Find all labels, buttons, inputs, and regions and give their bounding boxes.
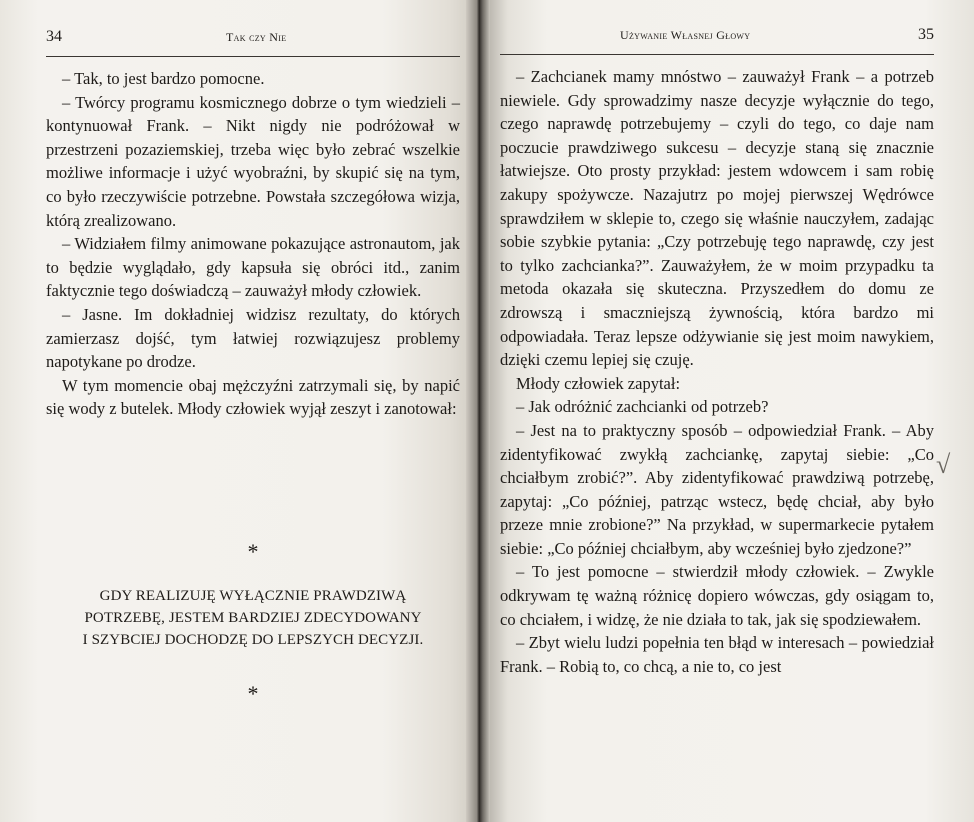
- running-title: Tak czy Nie: [226, 30, 287, 44]
- asterisk-divider: *: [247, 680, 259, 706]
- paragraph: – Zbyt wielu ludzi popełnia ten błąd w interesach – powiedział Frank. – Robią to, co chcą, a nie to, co jest: [500, 633, 934, 676]
- paragraph: – Jasne. Im dokładniej widzisz rezultaty, do których zamierzasz dojść, tym łatwiej rozwiązujesz problemy napotykane po drodze.: [46, 304, 460, 372]
- pencil-check-mark: √: [936, 450, 951, 479]
- paragraph: – Twórcy programu kosmicznego dobrze o tym wiedzieli – kontynuował Frank. – Nikt nigdy nie podróżował w przestrzeni pozaziemskiej, trzeba więc było zebrać wszelkie możliwe informacje i użyć wyobraźni, by skupić się na tym, co było rzeczywiście potrzebne. Powstała szczegółowa wizja, którą zrealizowano.: [46, 92, 460, 230]
- book-gutter: [466, 0, 490, 822]
- highlight-quote: [46, 585, 460, 651]
- paragraph: – Zachcianek mamy mnóstwo – zauważył Frank – a potrzeb niewiele. Gdy sprowadzimy nasze decyzje wyłącznie do tego, czego naprawdę potrzebujemy – czyli do tego, co daje nam poczucie prawdziwego sukcesu – decyzje staną się znacznie łatwiejsze. Oto prosty przykład: jestem wdowcem i sam robię zakupy spożywcze. Nazajutrz po mojej pierwszej Wędrówce sprawdziłem w sklepie to, czego się właśnie nauczyłem, zadając sobie szybkie pytania: „Czy potrzebuję tego naprawdę, czy jest to tylko zachcianka?”. Zauważyłem, że w moim przypadku ta metoda okazała się skuteczna. Przyszedłem do domu ze zdrowszą i smaczniejszą żywnością, która bardzo mi odpowiadała. Teraz lepsze odżywianie się jest moim nawykiem, dzięki czemu lepiej się czuję.: [500, 67, 934, 370]
- paragraph: Młody człowiek zapytał:: [516, 373, 681, 393]
- left-page-header: [46, 22, 460, 50]
- quote-line: POTRZEBĘ, JESTEM BARDZIEJ ZDECYDOWANY: [84, 609, 422, 626]
- paragraph: – Jest na to praktyczny sposób – odpowiedział Frank. – Aby zidentyfikować zwykłą zachciankę, zapytaj siebie: „Co chciałbym zrobić?”. Aby zidentyfikować prawdziwą potrzebę, zapytaj: „Co później, patrząc wstecz, będę chciał, aby było przeze mnie zrobione?” Na przykład, w supermarkecie pytałem siebie: „Co później chciałbym, aby wcześniej było zjedzone?”: [500, 420, 934, 558]
- paragraph: – Tak, to jest bardzo pomocne.: [62, 69, 265, 88]
- header-rule: [46, 56, 460, 57]
- right-page-header: [500, 20, 934, 48]
- right-page-body: [500, 65, 934, 678]
- running-title: Używanie Własnej Głowy: [620, 28, 751, 42]
- right-page: [478, 0, 974, 822]
- paragraph: – Widziałem filmy animowane pokazujące astronautom, jak to będzie wyglądało, gdy kapsuła się obróci itd., zanim faktycznie tego doświadczą – zauważył młody człowiek.: [46, 234, 460, 301]
- page-number: 34: [46, 28, 62, 45]
- quote-line: GDY REALIZUJĘ WYŁĄCZNIE PRAWDZIWĄ: [99, 587, 407, 604]
- left-page: [0, 0, 478, 822]
- paragraph: W tym momencie obaj mężczyźni zatrzymali się, by napić się wody z butelek. Młody człowiek wyjął zeszyt i zanotował:: [46, 375, 460, 419]
- quote-line: I SZYBCIEJ DOCHODZĘ DO LEPSZYCH DECYZJI.: [82, 631, 424, 648]
- asterisk-divider: *: [247, 538, 259, 564]
- paragraph: – Jak odróżnić zachcianki od potrzeb?: [516, 397, 769, 417]
- page-number: 35: [918, 26, 934, 43]
- paragraph: – To jest pomocne – stwierdził młody człowiek. – Zwykle odkrywam tę ważną różnicę dopiero wówczas, gdy osiągam to, co chciałem, i widzę, że nie działa to tak, jak się spodziewałem.: [500, 562, 934, 629]
- left-page-body: [46, 67, 460, 421]
- header-rule: [500, 54, 934, 55]
